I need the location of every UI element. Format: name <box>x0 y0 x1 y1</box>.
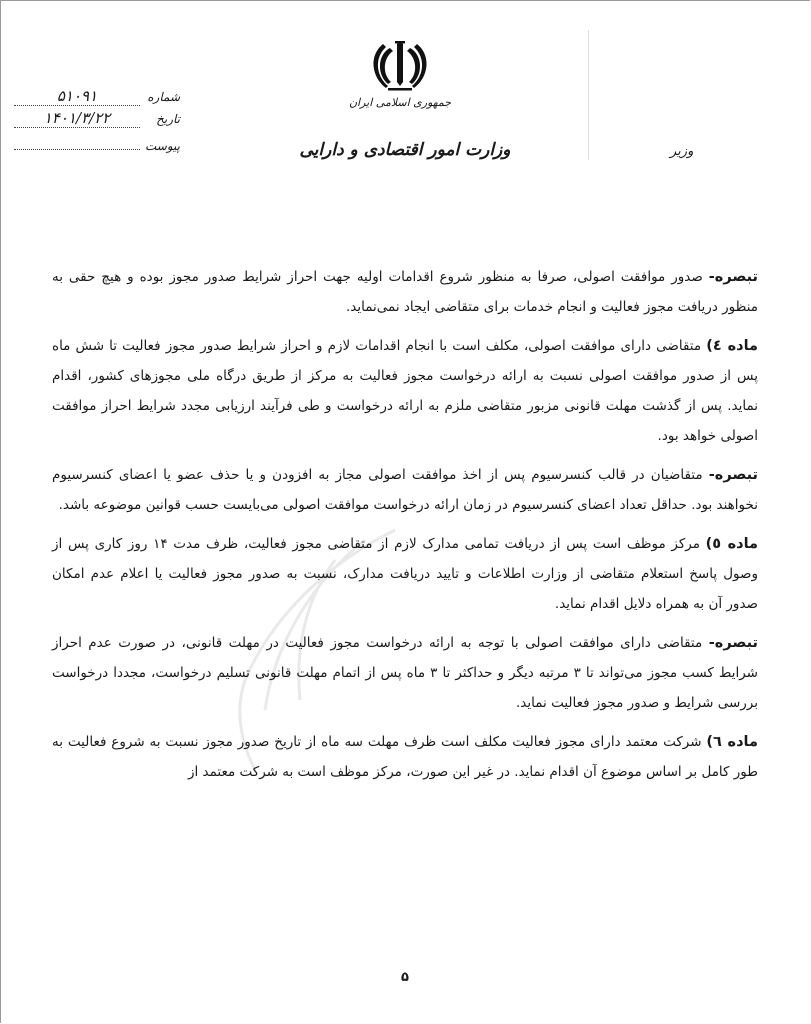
attachment-row <box>10 132 180 154</box>
paragraph-text: مرکز موظف است پس از دریافت تمامی مدارک لازم از متقاضی مجوز فعالیت، ظرف مدت ۱۴ روز کاری پس از وصول پاسخ استعلام متقاضی از وزارت اطلاعات و تایید دریافت مدارک، نسبت به صدور مجوز فعالیت یا اعلام عدم امکان صدور آن به همراه دلایل اقدام نماید. <box>52 536 758 612</box>
paragraph-heading: تبصره- <box>708 467 758 483</box>
republic-name: جمهوری اسلامی ایران <box>348 96 452 109</box>
paragraph-text: متقاضیان در قالب کنسرسیوم پس از اخذ موافقت اصولی مجاز به افزودن و یا حذف عضو یا اعضای کنسرسیوم نخواهند بود. حداقل تعداد اعضای کنسرسیوم در زمان ارائه درخواست موافقت اصولی می‌بایست حسب قوانین موضوعه باشد. <box>52 467 758 513</box>
date-value: ۱۴۰۱/۳/۲۲ <box>14 110 140 128</box>
paragraph-heading: تبصره- <box>708 635 758 651</box>
paragraph-article-6 <box>52 727 758 787</box>
paragraph-heading: ماده ٦) <box>706 734 758 750</box>
paragraph-heading: ماده ٤) <box>706 338 758 354</box>
paragraph-article-4 <box>52 331 758 451</box>
page-number: ۵ <box>401 970 409 985</box>
iran-emblem-icon <box>370 38 430 96</box>
paragraph-heading: ماده ٥) <box>705 536 758 552</box>
date-label: تاریخ <box>156 112 180 126</box>
attachment-label: پیوست <box>145 139 180 153</box>
date-row <box>10 110 180 132</box>
attachment-value <box>14 132 140 150</box>
paragraph-heading: تبصره- <box>708 269 758 285</box>
paragraph-note-2 <box>52 460 758 520</box>
paragraph-note-1 <box>52 262 758 322</box>
office-label: وزیر <box>670 144 694 159</box>
paragraph-text: صدور موافقت اصولی، صرفا به منظور شروع اقدامات اولیه جهت احراز شرایط صدور مجوز بوده و هیچ حقی به منظور دریافت مجوز فعالیت و انجام خدمات برای متقاضی ایجاد نمی‌نماید. <box>52 269 758 315</box>
number-label: شماره <box>147 90 180 104</box>
paragraph-article-5 <box>52 529 758 619</box>
paragraph-text: متقاضی دارای موافقت اصولی با توجه به ارائه درخواست مجوز فعالیت در مهلت قانونی، در صورت عدم احراز شرایط کسب مجوز می‌تواند تا ۳ مرتبه دیگر و حداکثر تا ۳ ماه پس از اتمام مهلت قانونی تسلیم درخواست، مجددا درخواست بررسی شرایط و صدور مجوز فعالیت نماید. <box>52 635 758 711</box>
letter-meta <box>10 88 180 154</box>
paragraph-text: شرکت معتمد دارای مجوز فعالیت مکلف است ظرف مهلت سه ماه از تاریخ صدور مجوز نسبت به شروع فعالیت به طور کامل بر اساس موضوع آن اقدام نماید. در غیر این صورت، مرکز موظف است به شرکت معتمد از <box>52 734 758 780</box>
number-value: ۵۱۰۹۱ <box>14 88 140 106</box>
paragraph-note-3 <box>52 628 758 718</box>
header-divider <box>588 30 589 160</box>
number-row <box>10 88 180 110</box>
letter-body <box>52 262 758 796</box>
ministry-name: وزارت امور اقتصادی و دارایی <box>299 140 511 160</box>
paragraph-text: متقاضی دارای موافقت اصولی، مکلف است با انجام اقدامات لازم و احراز شرایط صدور مجوز فعالیت تا شش ماه پس از صدور موافقت اصولی نسبت به ارائه درخواست مجوز فعالیت به مرکز از طریق درگاه ملی مجوزهای کشور، اقدام نماید. پس از گذشت مهلت قانونی مزبور متقاضی ملزم به ارائه درخواست و طی فرآیند ارزیابی مجدد شرایط احراز موافقت اصولی خواهد بود. <box>52 338 758 444</box>
